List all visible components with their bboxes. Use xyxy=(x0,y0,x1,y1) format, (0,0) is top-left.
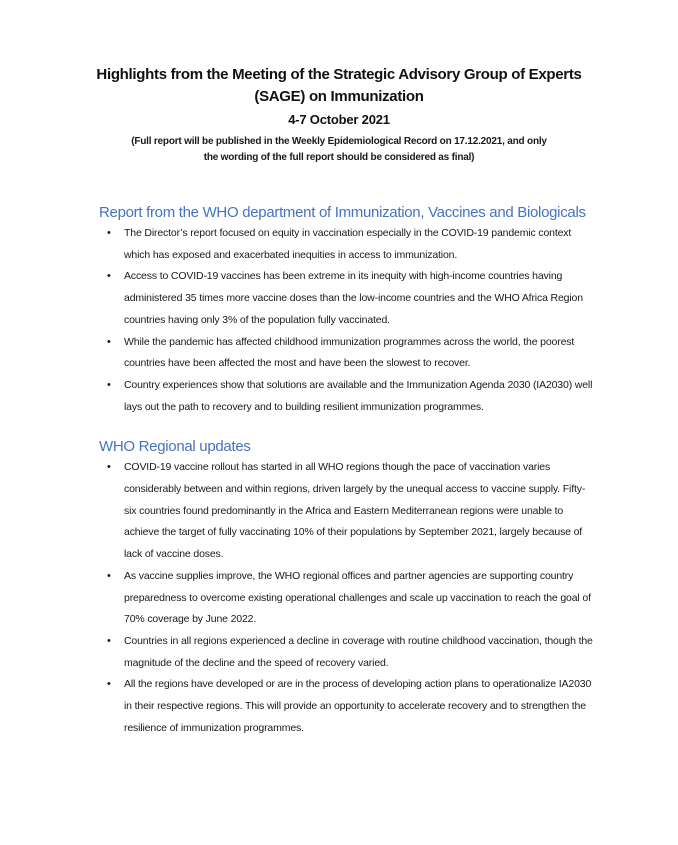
bullet-item: • While the pandemic has affected childhood immunization programmes across the world, the poorest countries have been affected the most and have been the slowest to recover. xyxy=(124,332,595,375)
publication-note-line-1: (Full report will be published in the Weekly Epidemiological Record on 17.12.2021, and only xyxy=(131,136,547,147)
section-heading-regional-updates: WHO Regional updates xyxy=(99,438,251,456)
bullet-item: • All the regions have developed or are in the process of developing action plans to operationalize IA2030 in their respective regions. This will provide an opportunity to accelerate recovery and to strengthen the resilience of immunization programmes. xyxy=(124,674,595,739)
document-date: 4-7 October 2021 xyxy=(288,112,390,127)
bullet-item: • Access to COVID-19 vaccines has been extreme in its inequity with high-income countries having administered 35 times more vaccine doses than the low-income countries and the WHO Africa Region countries having only 3% of the population fully vaccinated. xyxy=(124,266,595,331)
bullet-item: • As vaccine supplies improve, the WHO regional offices and partner agencies are supporting country preparedness to overcome existing operational challenges and scale up vaccination to reach the goal of 70% coverage by June 2022. xyxy=(124,566,595,631)
section-ivb-report xyxy=(99,203,598,418)
publication-note-line-2: the wording of the full report should be considered as final) xyxy=(203,152,475,163)
bullet-item: • COVID-19 vaccine rollout has started in all WHO regions though the pace of vaccination varies considerably between and within regions, driven largely by the unequal access to vaccine supply. Fifty-six countries found predominantly in the Africa and Eastern Mediterranean regions were unable to achieve the target of fully vaccinating 10% of their populations by September 2021, largely because of lack of vaccine doses. xyxy=(124,457,595,566)
section-regional-updates xyxy=(99,437,598,739)
bullet-list-regional-updates xyxy=(99,457,595,739)
bullet-item: • Countries in all regions experienced a decline in coverage with routine childhood vaccination, though the magnitude of the decline and the speed of recovery varied. xyxy=(124,631,595,674)
publication-note xyxy=(0,134,678,166)
document-header xyxy=(0,0,678,166)
bullet-list-ivb-report xyxy=(99,223,595,418)
section-heading-ivb-report: Report from the WHO department of Immunization, Vaccines and Biologicals xyxy=(99,204,586,221)
document-title-line-1: Highlights from the Meeting of the Strategic Advisory Group of Experts xyxy=(96,66,582,83)
document-title-line-2: (SAGE) on Immunization xyxy=(254,88,424,105)
bullet-item: • Country experiences show that solutions are available and the Immunization Agenda 2030 (IA2030) well lays out the path to recovery and to building resilient immunization programmes. xyxy=(124,375,595,418)
bullet-item: • The Director’s report focused on equity in vaccination especially in the COVID-19 pandemic context which has exposed and exacerbated inequities in access to immunization. xyxy=(124,223,595,266)
